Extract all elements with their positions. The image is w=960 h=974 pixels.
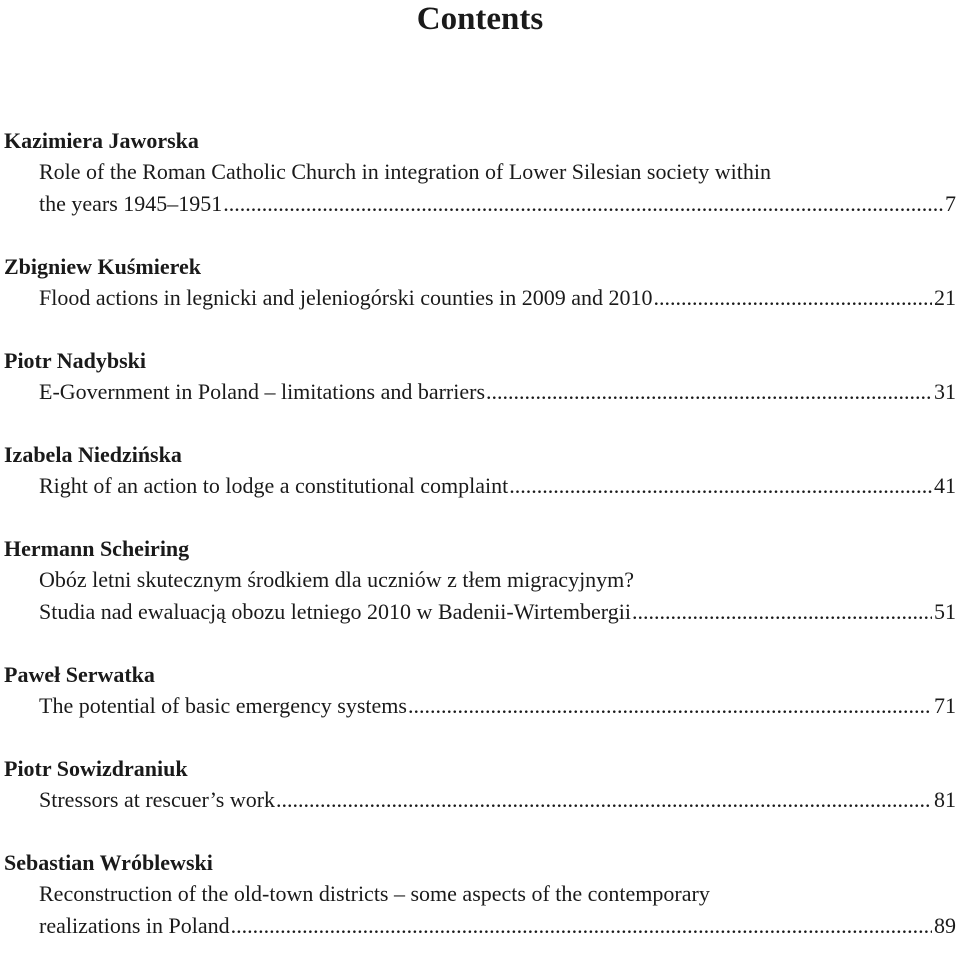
entry-title-text: Right of an action to lodge a constitutional complaint <box>39 473 509 498</box>
entry-title-line: Obóz letni skutecznym środkiem dla uczniów z tłem migracyjnym? <box>39 567 635 592</box>
page-title: Contents <box>416 1 544 37</box>
entry-title-last-line[interactable] <box>4 690 956 722</box>
toc-entry <box>4 754 956 816</box>
toc-entry <box>4 252 956 314</box>
entry-title-text: the years 1945–1951 <box>39 191 223 216</box>
dot-leader <box>653 282 932 314</box>
entry-title-last-line[interactable] <box>4 784 956 816</box>
table-of-contents <box>4 126 956 974</box>
entry-title-text: Stressors at rescuer’s work <box>39 787 276 812</box>
entry-title-text: Studia nad ewaluacją obozu letniego 2010 w Badenii-Wirtembergii <box>39 599 631 624</box>
entry-title-text: realizations in Poland <box>39 913 230 938</box>
entry-author: Kazimiera Jaworska <box>4 128 199 153</box>
toc-entry <box>4 126 956 220</box>
dot-leader <box>223 188 943 220</box>
dot-leader <box>276 784 932 816</box>
entry-page-number: 89 <box>934 913 956 938</box>
toc-entry <box>4 534 956 628</box>
entry-page-number: 7 <box>945 191 956 216</box>
entry-page-number: 31 <box>934 379 956 404</box>
entry-author: Zbigniew Kuśmierek <box>4 254 202 279</box>
entry-page-number: 81 <box>934 787 956 812</box>
entry-author: Piotr Nadybski <box>4 348 147 373</box>
entry-title-text: Flood actions in legnicki and jeleniogórski counties in 2009 and 2010 <box>39 285 653 310</box>
dot-leader <box>486 376 932 408</box>
entry-page-number: 51 <box>934 599 956 624</box>
entry-title-line: Role of the Roman Catholic Church in integration of Lower Silesian society within <box>39 159 771 184</box>
entry-title-last-line[interactable] <box>4 376 956 408</box>
entry-title-text: E-Government in Poland – limitations and barriers <box>39 379 486 404</box>
entry-title-line: Reconstruction of the old-town districts – some aspects of the contemporary <box>39 881 710 906</box>
entry-author: Izabela Niedzińska <box>4 442 182 467</box>
entry-title-last-line[interactable] <box>4 910 956 942</box>
entry-author: Hermann Scheiring <box>4 536 190 561</box>
entry-title-last-line[interactable] <box>4 596 956 628</box>
entry-title-text: The potential of basic emergency systems <box>39 693 407 718</box>
dot-leader <box>509 470 932 502</box>
toc-entry <box>4 848 956 942</box>
dot-leader <box>408 690 932 722</box>
toc-entry <box>4 440 956 502</box>
entry-author: Sebastian Wróblewski <box>4 850 213 875</box>
entry-author: Paweł Serwatka <box>4 662 155 687</box>
entry-title-last-line[interactable] <box>4 188 956 220</box>
entry-author: Piotr Sowizdraniuk <box>4 756 188 781</box>
entry-title-last-line[interactable] <box>4 470 956 502</box>
entry-page-number: 41 <box>934 473 956 498</box>
entry-page-number: 21 <box>934 285 956 310</box>
dot-leader <box>231 910 932 942</box>
entry-title-last-line[interactable] <box>4 282 956 314</box>
toc-entry <box>4 660 956 722</box>
dot-leader <box>632 596 932 628</box>
toc-entry <box>4 346 956 408</box>
entry-page-number: 71 <box>934 693 956 718</box>
